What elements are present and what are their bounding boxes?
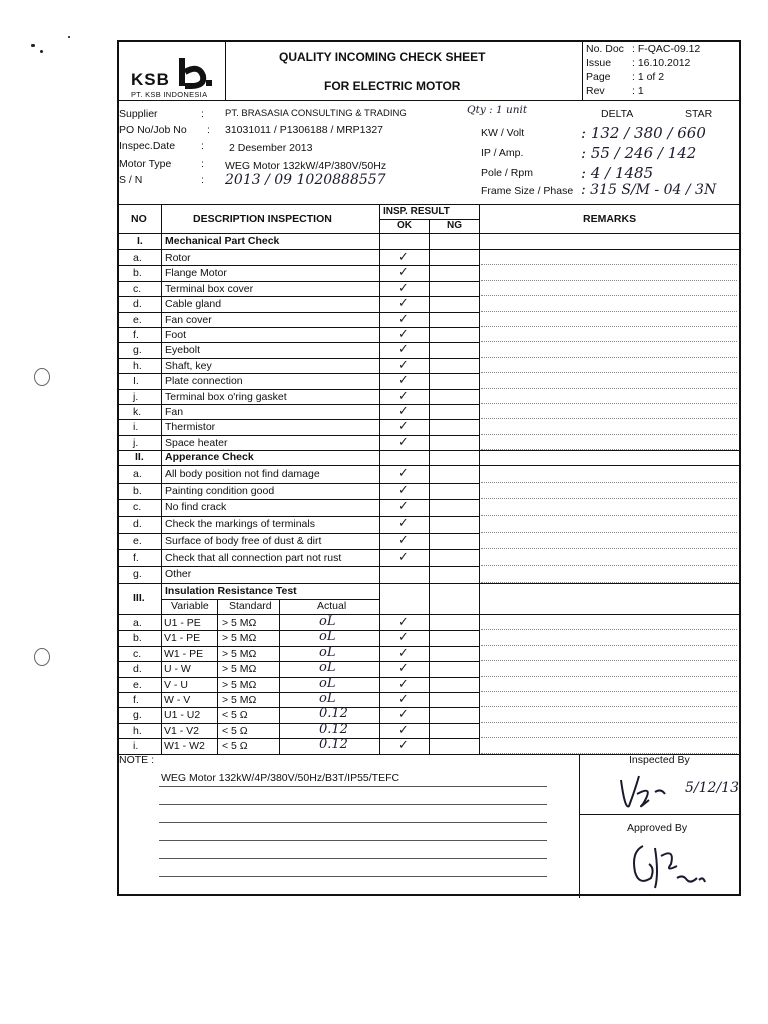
- row-description: Shaft, key: [165, 359, 212, 372]
- row-no: f.: [133, 694, 139, 706]
- approved-by-label: Approved By: [627, 822, 688, 834]
- info-label: Supplier: [119, 108, 158, 120]
- row-no: e.: [133, 534, 142, 547]
- table-row: [119, 404, 739, 419]
- logo-subtitle: PT. KSB INDONESIA: [131, 90, 208, 99]
- ok-checkmark: ✓: [398, 630, 409, 646]
- info-row-motor-type: Motor Type : WEG Motor 132kW/4P/380V/50Hz: [119, 158, 387, 172]
- row-variable: U - W: [164, 663, 191, 676]
- inspected-date: 5/12/13: [685, 780, 739, 796]
- ins-head-standard: Standard: [229, 600, 272, 612]
- section-title: Mechanical Part Check: [165, 235, 280, 247]
- table-row: [119, 389, 739, 404]
- row-variable: U1 - U2: [164, 709, 201, 722]
- info-label: Motor Type: [119, 158, 172, 170]
- sheet-title-line1: QUALITY INCOMING CHECK SHEET: [279, 50, 486, 64]
- row-actual: oL: [319, 629, 336, 645]
- row-no: h.: [133, 724, 142, 737]
- scan-speck: [40, 50, 43, 53]
- row-variable: V1 - V2: [164, 724, 200, 737]
- info-value-handwritten: : 55 / 246 / 142: [581, 144, 697, 162]
- doc-row: [586, 85, 736, 99]
- info-row-date: Inspec.Date : 2 Desember 2013: [119, 140, 313, 154]
- info-label: Inspec.Date: [119, 140, 176, 152]
- row-standard: > 5 MΩ: [222, 647, 257, 660]
- scan-speck: [31, 44, 35, 47]
- row-standard: < 5 Ω: [222, 709, 248, 722]
- row-description: Other: [165, 568, 192, 581]
- info-label: S / N: [119, 174, 143, 186]
- row-no: b.: [133, 632, 142, 645]
- doc-label: No. Doc: [586, 43, 624, 55]
- row-variable: V - U: [164, 678, 188, 691]
- row-actual: oL: [319, 660, 336, 676]
- table-row: [119, 265, 739, 280]
- inspected-by-label: Inspected By: [629, 754, 690, 766]
- col-head-desc: DESCRIPTION INSPECTION: [193, 213, 332, 225]
- table-row: [119, 419, 739, 434]
- row-variable: U1 - PE: [164, 617, 201, 629]
- qty-field: Qty : 1 unit: [467, 104, 528, 116]
- info-row-po: PO No/Job No : 31031011 / P1306188 / MRP1327: [119, 124, 384, 136]
- punch-hole: [34, 648, 50, 666]
- doc-value: : 1: [632, 85, 644, 97]
- row-description: Surface of body free of dust & dirt: [165, 534, 322, 547]
- table-row: [119, 533, 739, 550]
- row-actual: 0.12: [319, 706, 348, 722]
- logo-mark-icon: [177, 56, 213, 90]
- table-row: [119, 566, 739, 583]
- table-row: [119, 646, 739, 661]
- row-description: Cable gland: [165, 298, 222, 311]
- info-row-serial: S / N : 2013 / 09 1020888557: [119, 172, 386, 188]
- row-no: e.: [133, 313, 142, 326]
- table-row: [119, 661, 739, 676]
- row-variable: W1 - W2: [164, 740, 205, 753]
- info-value-handwritten: : 4 / 1485: [581, 164, 654, 182]
- table-row: [119, 312, 739, 327]
- info-label: KW / Volt: [481, 127, 525, 139]
- col-head-remarks: REMARKS: [583, 213, 637, 225]
- ok-checkmark: ✓: [398, 419, 409, 435]
- info-label: PO No/Job No: [119, 124, 187, 136]
- ok-checkmark: ✓: [398, 466, 409, 481]
- row-no: a.: [133, 468, 142, 480]
- row-no: c.: [133, 647, 142, 660]
- row-actual: oL: [319, 644, 336, 660]
- table-row: [119, 615, 739, 630]
- row-no: d.: [133, 518, 142, 531]
- doc-value: : F-QAC-09.12: [632, 43, 701, 55]
- ok-checkmark: ✓: [398, 265, 409, 281]
- doc-value: : 1 of 2: [632, 71, 665, 83]
- row-description: All body position not find damage: [165, 468, 320, 480]
- row-no: f.: [133, 329, 139, 341]
- row-variable: W - V: [164, 694, 191, 706]
- table-row: [119, 250, 739, 265]
- table-row: [119, 358, 739, 373]
- doc-row: [586, 57, 736, 71]
- table-row: [119, 281, 739, 296]
- row-no: f.: [133, 551, 139, 564]
- info-label: IP / Amp.: [481, 147, 524, 159]
- ok-checkmark: ✓: [398, 661, 409, 677]
- table-row: [119, 435, 739, 450]
- table-row: [119, 327, 739, 342]
- table-row: [119, 516, 739, 533]
- approver-signature: [625, 838, 709, 894]
- info-value-handwritten: : 132 / 380 / 660: [581, 124, 706, 142]
- ok-checkmark: ✓: [398, 707, 409, 723]
- info-value: 2 Desember 2013: [229, 142, 313, 154]
- row-no: d.: [133, 298, 142, 311]
- row-no: g.: [133, 568, 142, 581]
- punch-hole: [34, 368, 50, 386]
- table-row: [119, 707, 739, 722]
- info-value-handwritten: 2013 / 09 1020888557: [225, 172, 386, 188]
- col-head-insp: INSP. RESULT: [383, 206, 450, 217]
- ok-checkmark: ✓: [398, 482, 409, 498]
- col-head-ng: NG: [447, 220, 462, 231]
- row-no: k.: [133, 406, 142, 418]
- col-head-ok: OK: [397, 220, 412, 231]
- ok-checkmark: ✓: [398, 404, 409, 419]
- row-description: Rotor: [165, 252, 191, 264]
- row-no: h.: [133, 359, 142, 372]
- section-no: I.: [137, 235, 143, 247]
- row-standard: > 5 MΩ: [222, 632, 257, 645]
- info-row-supplier: Supplier : PT. BRASASIA CONSULTING & TRADING: [119, 108, 407, 120]
- star-label: STAR: [685, 108, 713, 120]
- ok-checkmark: ✓: [398, 327, 409, 342]
- row-standard: > 5 MΩ: [222, 617, 257, 629]
- doc-label: Page: [586, 71, 611, 83]
- row-actual: 0.12: [319, 721, 348, 737]
- row-description: Space heater: [165, 436, 228, 449]
- table-row: [119, 483, 739, 500]
- row-description: Foot: [165, 329, 187, 341]
- sheet-title-line2: FOR ELECTRIC MOTOR: [324, 79, 461, 93]
- delta-label: DELTA: [601, 108, 634, 120]
- ins-head-actual: Actual: [317, 600, 347, 612]
- row-actual: oL: [319, 675, 336, 691]
- ok-checkmark: ✓: [398, 738, 409, 754]
- table-row: [119, 296, 739, 311]
- ok-checkmark: ✓: [398, 676, 409, 692]
- ok-checkmark: ✓: [398, 645, 409, 661]
- row-standard: > 5 MΩ: [222, 663, 257, 676]
- table-row: [119, 342, 739, 357]
- row-actual: oL: [319, 614, 336, 629]
- row-variable: W1 - PE: [164, 647, 204, 660]
- info-label: Frame Size / Phase: [481, 185, 574, 197]
- ok-checkmark: ✓: [398, 280, 409, 296]
- row-no: c.: [133, 501, 142, 514]
- table-row: [119, 692, 739, 707]
- table-row: [119, 630, 739, 645]
- ok-checkmark: ✓: [398, 722, 409, 738]
- info-value: PT. BRASASIA CONSULTING & TRADING: [225, 108, 407, 119]
- row-description: Fan: [165, 406, 184, 418]
- row-no: e.: [133, 678, 142, 691]
- table-row: [119, 466, 739, 483]
- info-left: [119, 108, 479, 190]
- row-no: j.: [133, 436, 139, 449]
- ok-checkmark: ✓: [398, 357, 409, 373]
- note-text: WEG Motor 132kW/4P/380V/50Hz/B3T/IP55/TEFC: [161, 772, 400, 784]
- row-no: i.: [133, 740, 139, 753]
- logo-brand: KSB: [131, 70, 170, 89]
- table-row: [119, 373, 739, 388]
- doc-label: Issue: [586, 57, 612, 69]
- row-description: Thermistor: [165, 421, 216, 434]
- row-no: b.: [133, 484, 142, 497]
- ok-checkmark: ✓: [398, 373, 409, 389]
- row-actual: 0.12: [319, 737, 348, 753]
- row-description: Painting condition good: [165, 484, 275, 497]
- ok-checkmark: ✓: [398, 532, 409, 548]
- ksb-logo: [127, 50, 227, 98]
- inspector-signature: [615, 770, 685, 814]
- section-no: III.: [133, 592, 145, 604]
- row-description: No find crack: [165, 501, 227, 514]
- row-standard: > 5 MΩ: [222, 678, 257, 691]
- col-head-no: NO: [131, 213, 147, 225]
- row-variable: V1 - PE: [164, 632, 201, 645]
- info-right: [481, 124, 739, 203]
- row-no: g.: [133, 709, 142, 722]
- ok-checkmark: ✓: [398, 250, 409, 265]
- row-standard: > 5 MΩ: [222, 694, 257, 706]
- ins-head-variable: Variable: [171, 600, 209, 612]
- row-no: i.: [133, 421, 139, 434]
- info-row-frame: [481, 182, 739, 203]
- section-title: Insulation Resistance Test: [165, 585, 297, 597]
- row-actual: oL: [319, 691, 336, 706]
- row-no: g.: [133, 344, 142, 357]
- ok-checkmark: ✓: [398, 549, 409, 565]
- ok-checkmark: ✓: [398, 434, 409, 450]
- row-no: j.: [133, 390, 139, 403]
- ok-checkmark: ✓: [398, 516, 409, 532]
- doc-label: Rev: [586, 85, 605, 97]
- section-no: II.: [135, 451, 144, 463]
- doc-value: : 16.10.2012: [632, 57, 691, 69]
- doc-row: [586, 71, 736, 85]
- row-description: Plate connection: [165, 375, 243, 388]
- row-standard: < 5 Ω: [222, 740, 248, 753]
- doc-info-block: [586, 43, 736, 99]
- ok-checkmark: ✓: [398, 692, 409, 707]
- info-value: WEG Motor 132kW/4P/380V/50Hz: [225, 160, 387, 172]
- ok-checkmark: ✓: [398, 388, 409, 404]
- row-description: Flange Motor: [165, 267, 227, 280]
- row-no: I.: [133, 375, 139, 388]
- row-description: Terminal box cover: [165, 282, 254, 295]
- row-no: c.: [133, 282, 142, 295]
- info-value-handwritten: : 315 S/M - 04 / 3N: [581, 182, 717, 198]
- row-description: Eyebolt: [165, 344, 201, 357]
- note-label: NOTE :: [119, 754, 155, 766]
- row-description: Terminal box o'ring gasket: [165, 390, 287, 403]
- row-standard: < 5 Ω: [222, 724, 248, 737]
- table-row: [119, 677, 739, 692]
- row-no: b.: [133, 267, 142, 280]
- ok-checkmark: ✓: [398, 296, 409, 312]
- row-no: a.: [133, 252, 142, 264]
- table-row: [119, 499, 739, 516]
- ok-checkmark: ✓: [398, 311, 409, 327]
- table-row: [119, 723, 739, 738]
- info-value: 31031011 / P1306188 / MRP1327: [225, 124, 384, 136]
- row-description: Fan cover: [165, 313, 212, 326]
- check-sheet: [117, 40, 741, 896]
- info-label: Pole / Rpm: [481, 167, 533, 179]
- table-row: [119, 550, 739, 567]
- table-row: [119, 738, 739, 753]
- section-title: Apperance Check: [165, 451, 254, 463]
- ok-checkmark: ✓: [398, 342, 409, 358]
- scan-speck: [68, 36, 70, 38]
- ok-checkmark: ✓: [398, 615, 409, 630]
- doc-row: [586, 43, 736, 57]
- row-no: a.: [133, 617, 142, 629]
- ok-checkmark: ✓: [398, 499, 409, 515]
- row-no: d.: [133, 663, 142, 676]
- row-description: Check the markings of terminals: [165, 518, 315, 531]
- row-description: Check that all connection part not rust: [165, 551, 342, 564]
